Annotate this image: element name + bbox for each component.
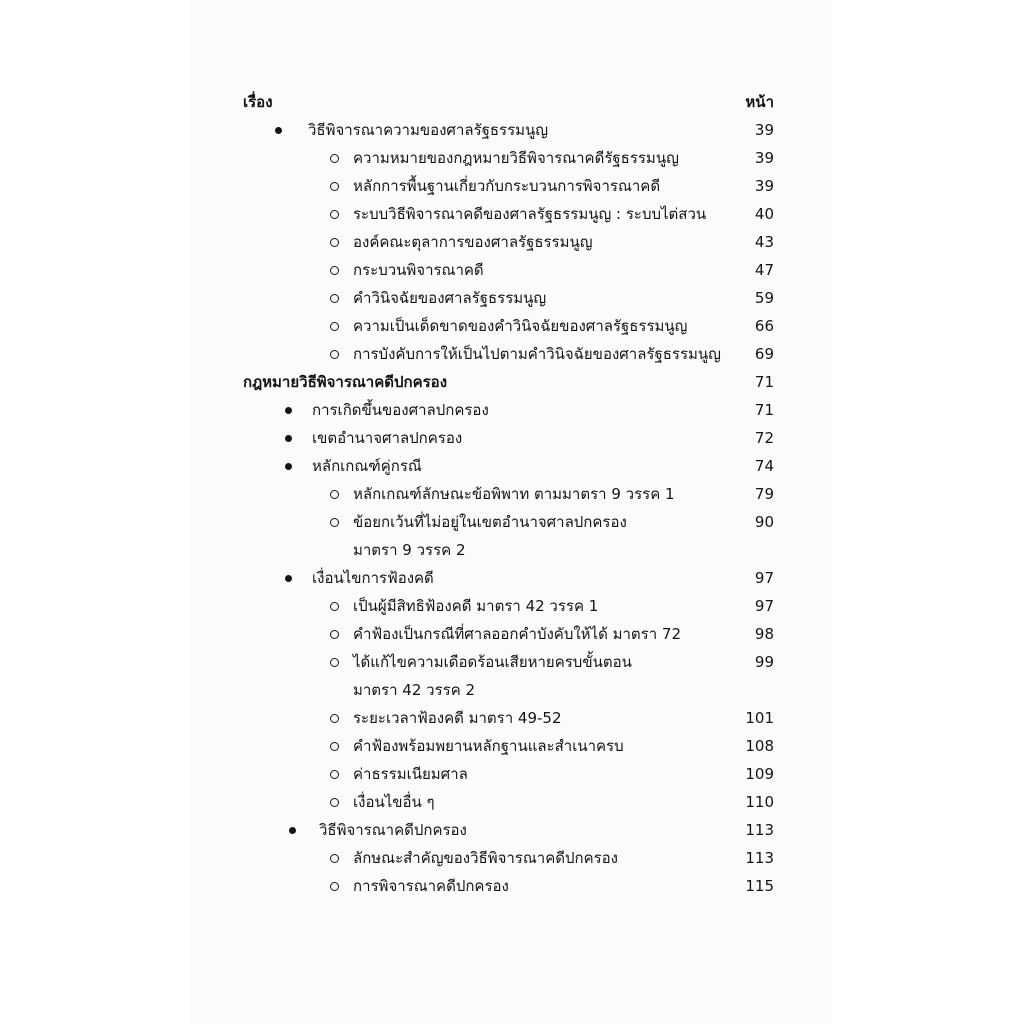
toc-entry-title: ความหมายของกฎหมายวิธีพิจารณาคดีรัฐธรรมนูญ <box>353 149 679 167</box>
circle-bullet-icon <box>330 350 339 359</box>
toc-entry-title: คำฟ้องเป็นกรณีที่ศาลออกคำบังคับให้ได้ มาตรา 72 <box>353 625 682 643</box>
circle-bullet-icon <box>330 658 339 667</box>
circle-bullet-icon <box>330 266 339 275</box>
circle-bullet-icon <box>330 490 339 499</box>
toc-entry-title: ได้แก้ไขความเดือดร้อนเสียหายครบขั้นตอน <box>353 653 632 671</box>
toc-entry-page: 72 <box>754 429 774 447</box>
toc-entry-title: ระยะเวลาฟ้องคดี มาตรา 49-52 <box>353 709 562 727</box>
toc-entry-title: กฎหมายวิธีพิจารณาคดีปกครอง <box>243 373 448 391</box>
toc-entry <box>0 593 1024 619</box>
toc-entry-title: ลักษณะสำคัญของวิธีพิจารณาคดีปกครอง <box>353 849 618 867</box>
toc-page-label: หน้า <box>745 93 774 111</box>
circle-bullet-icon <box>330 602 339 611</box>
circle-bullet-icon <box>330 854 339 863</box>
toc-entry-title: เป็นผู้มีสิทธิฟ้องคดี มาตรา 42 วรรค 1 <box>353 597 599 615</box>
toc-entry <box>0 565 1024 591</box>
toc-entry-page: 69 <box>754 345 774 363</box>
toc-entry-page: 90 <box>754 513 774 531</box>
toc-entry-title: หลักเกณฑ์ลักษณะข้อพิพาท ตามมาตรา 9 วรรค 1 <box>353 485 675 503</box>
toc-entry <box>0 453 1024 479</box>
toc-entry <box>0 117 1024 143</box>
toc-entry-page: 74 <box>754 457 774 475</box>
toc-entry <box>0 173 1024 199</box>
toc-entry <box>0 313 1024 339</box>
toc-entry <box>0 789 1024 815</box>
toc-entry-page: 101 <box>745 709 774 727</box>
toc-entry-page: 71 <box>754 373 774 391</box>
toc-entry-title: คำวินิจฉัยของศาลรัฐธรรมนูญ <box>353 289 547 307</box>
toc-entry-title: องค์คณะตุลาการของศาลรัฐธรรมนูญ <box>353 233 593 251</box>
toc-entry-page: 79 <box>754 485 774 503</box>
toc-entry-title: การเกิดขึ้นของศาลปกครอง <box>312 401 489 419</box>
toc-entry-page: 47 <box>754 261 774 279</box>
circle-bullet-icon <box>330 210 339 219</box>
circle-bullet-icon <box>330 322 339 331</box>
toc-entry <box>0 509 1024 535</box>
toc-entry <box>0 733 1024 759</box>
circle-bullet-icon <box>330 742 339 751</box>
circle-bullet-icon <box>330 182 339 191</box>
toc-entry-title: ความเป็นเด็ดขาดของคำวินิจฉัยของศาลรัฐธรรมนูญ <box>353 317 688 335</box>
toc-entry-page: 71 <box>754 401 774 419</box>
toc-entry <box>0 229 1024 255</box>
bullet-icon <box>285 407 292 414</box>
toc-entry-page: 59 <box>754 289 774 307</box>
toc-entry <box>0 257 1024 283</box>
toc-title: เรื่อง <box>243 93 273 111</box>
toc-entry <box>0 873 1024 899</box>
toc-entry-title: คำฟ้องพร้อมพยานหลักฐานและสำเนาครบ <box>353 737 624 755</box>
toc-entry <box>0 817 1024 843</box>
toc-entry <box>0 341 1024 367</box>
toc-entry <box>0 481 1024 507</box>
toc-entry <box>0 145 1024 171</box>
toc-entry-title: มาตรา 42 วรรค 2 <box>353 681 476 699</box>
circle-bullet-icon <box>330 518 339 527</box>
toc-header <box>0 89 1024 115</box>
toc-entry-page: 97 <box>754 597 774 615</box>
toc-entry <box>0 425 1024 451</box>
circle-bullet-icon <box>330 154 339 163</box>
bullet-icon <box>285 463 292 470</box>
toc-entry-page: 99 <box>754 653 774 671</box>
toc-entry <box>0 285 1024 311</box>
bullet-icon <box>289 827 296 834</box>
toc-entry <box>0 677 1024 703</box>
toc-entry <box>0 705 1024 731</box>
toc-entry <box>0 201 1024 227</box>
toc-entry-page: 39 <box>754 149 774 167</box>
toc-entry-title: การพิจารณาคดีปกครอง <box>353 877 509 895</box>
toc-entry-title: เงื่อนไขอื่น ๆ <box>353 793 435 811</box>
toc-entry-page: 39 <box>754 177 774 195</box>
circle-bullet-icon <box>330 294 339 303</box>
toc-entry-title: กระบวนพิจารณาคดี <box>353 261 484 279</box>
toc-entry-title: ข้อยกเว้นที่ไม่อยู่ในเขตอำนาจศาลปกครอง <box>353 513 627 531</box>
toc-entry-page: 39 <box>754 121 774 139</box>
toc-entry-title: หลักการพื้นฐานเกี่ยวกับกระบวนการพิจารณาคดี <box>353 177 661 195</box>
toc-entry-title: ระบบวิธีพิจารณาคดีของศาลรัฐธรรมนูญ : ระบบไต่สวน <box>353 205 707 223</box>
bullet-icon <box>275 127 282 134</box>
circle-bullet-icon <box>330 714 339 723</box>
toc-entry-title: วิธีพิจารณาคดีปกครอง <box>319 821 467 839</box>
circle-bullet-icon <box>330 882 339 891</box>
bullet-icon <box>285 435 292 442</box>
toc-entry <box>0 845 1024 871</box>
circle-bullet-icon <box>330 238 339 247</box>
toc-entry-title: เขตอำนาจศาลปกครอง <box>312 429 463 447</box>
toc-entry <box>0 761 1024 787</box>
toc-entry-page: 115 <box>745 877 774 895</box>
toc-entry-page: 109 <box>745 765 774 783</box>
toc-entry-page: 113 <box>745 821 774 839</box>
toc-entry-title: วิธีพิจารณาความของศาลรัฐธรรมนูญ <box>308 121 549 139</box>
toc-entry <box>0 397 1024 423</box>
toc-entry-page: 113 <box>745 849 774 867</box>
toc-entry-title: เงื่อนไขการฟ้องคดี <box>312 569 434 587</box>
toc-entry <box>0 649 1024 675</box>
toc-entry-page: 108 <box>745 737 774 755</box>
circle-bullet-icon <box>330 630 339 639</box>
toc-entry-page: 98 <box>754 625 774 643</box>
toc-entry <box>0 537 1024 563</box>
circle-bullet-icon <box>330 798 339 807</box>
toc-entry <box>0 621 1024 647</box>
toc-entry-page: 110 <box>745 793 774 811</box>
toc-entry-page: 43 <box>754 233 774 251</box>
toc-entry-title: ค่าธรรมเนียมศาล <box>353 765 468 783</box>
toc-entry-page: 66 <box>754 317 774 335</box>
toc-entry-title: มาตรา 9 วรรค 2 <box>353 541 466 559</box>
toc-entry-page: 97 <box>754 569 774 587</box>
circle-bullet-icon <box>330 770 339 779</box>
toc-entry-title: หลักเกณฑ์คู่กรณี <box>312 457 422 475</box>
toc-entry <box>0 369 1024 395</box>
toc-entry-title: การบังคับการให้เป็นไปตามคำวินิจฉัยของศาลรัฐธรรมนูญ <box>353 345 721 363</box>
bullet-icon <box>285 575 292 582</box>
toc-entry-page: 40 <box>754 205 774 223</box>
